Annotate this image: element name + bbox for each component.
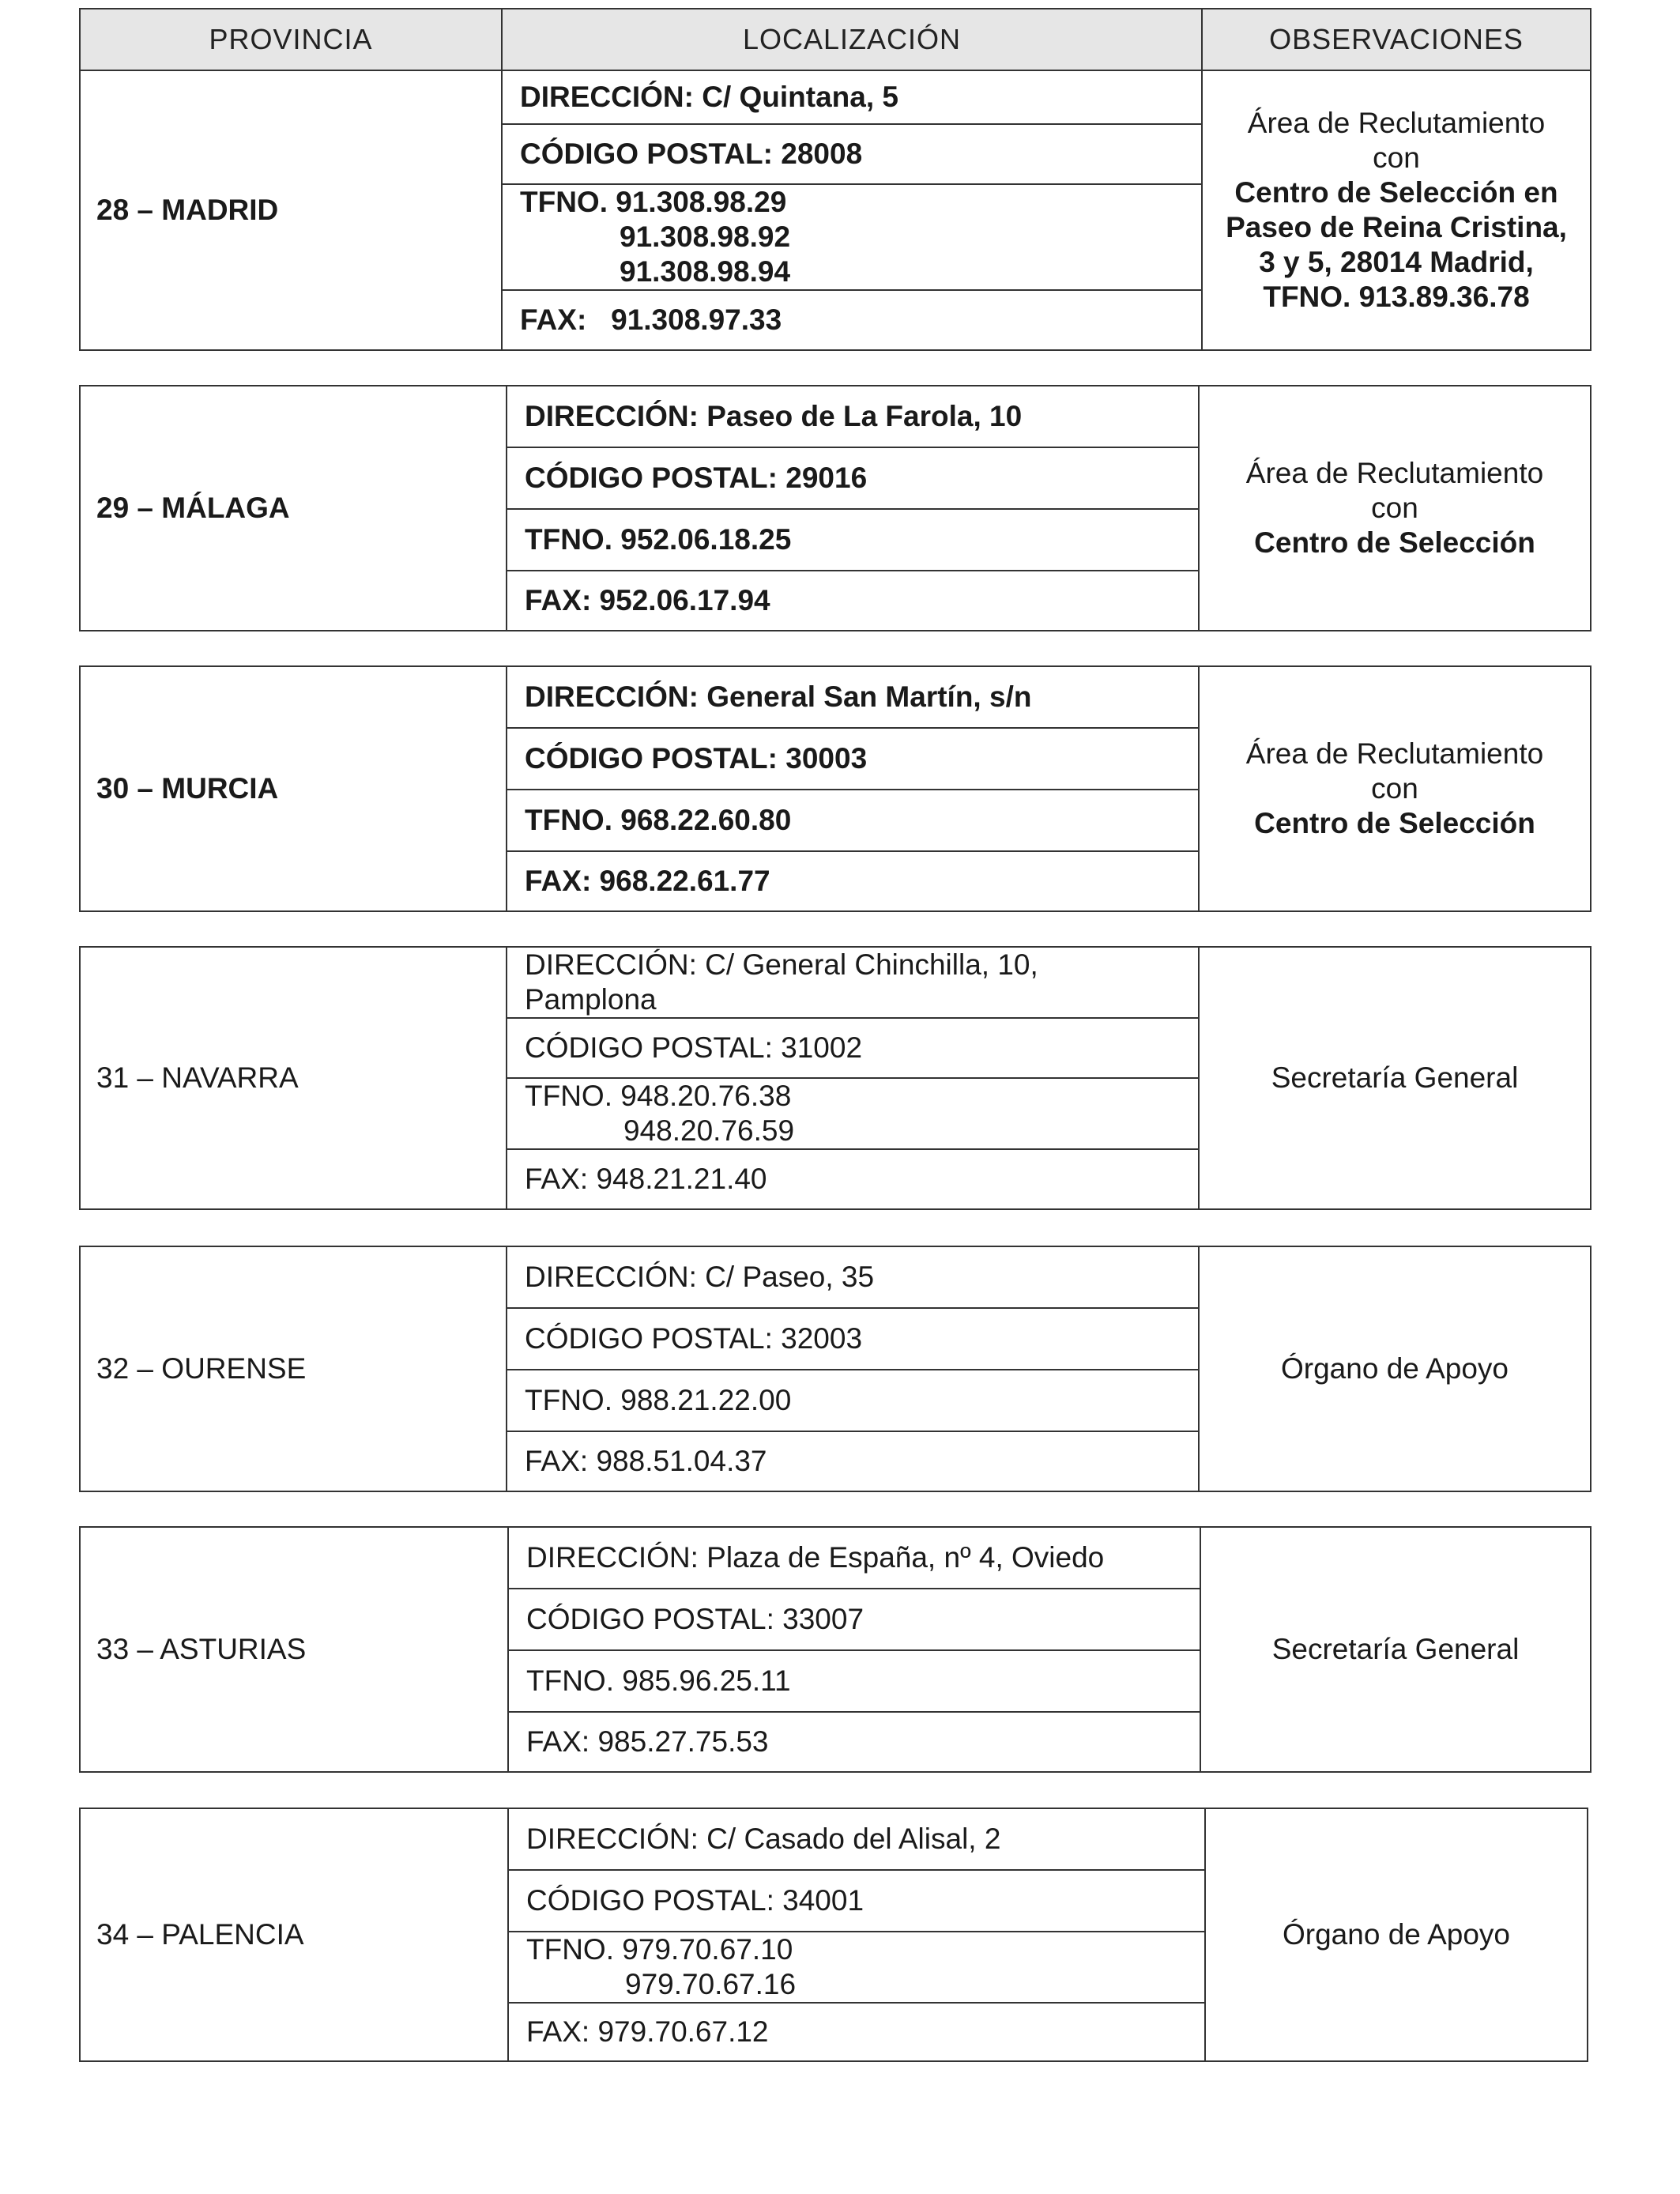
direccion-text: DIRECCIÓN: Plaza de España, nº 4, Oviedo xyxy=(526,1541,1105,1574)
provincia-cell: 33 – ASTURIAS xyxy=(81,1528,509,1771)
observaciones-cell xyxy=(1200,667,1590,910)
tfno-row xyxy=(507,510,1198,571)
fax-text: FAX: 948.21.21.40 xyxy=(525,1163,767,1195)
direccion-text: DIRECCIÓN: General San Martín, s/n xyxy=(525,680,1032,713)
header-provincia: PROVINCIA xyxy=(81,9,503,70)
observaciones-text: Área de Reclutamiento xyxy=(1245,457,1544,489)
codigo-postal-text: CÓDIGO POSTAL: 34001 xyxy=(526,1884,864,1917)
direccion-row xyxy=(509,1809,1204,1871)
tfno-text: TFNO. 91.308.98.29 xyxy=(520,186,787,218)
provincia-cell: 31 – NAVARRA xyxy=(81,948,507,1208)
localizacion-cell xyxy=(507,386,1200,630)
direccion-row xyxy=(503,71,1201,125)
entry-murcia xyxy=(79,665,1591,912)
tfno-row xyxy=(507,1370,1198,1432)
observaciones-text: Secretaría General xyxy=(1271,1061,1519,1094)
observaciones-bold-text: 3 y 5, 28014 Madrid, xyxy=(1259,246,1534,278)
observaciones-text: con xyxy=(1373,141,1420,174)
direccion-text: Pamplona xyxy=(525,983,657,1016)
observaciones-text: con xyxy=(1371,772,1418,805)
fax-row xyxy=(507,1432,1198,1491)
tfno-text: TFNO. 988.21.22.00 xyxy=(525,1384,792,1416)
codigo-postal-row xyxy=(507,1019,1198,1079)
tfno-text: TFNO. 948.20.76.38 xyxy=(525,1080,792,1112)
observaciones-cell xyxy=(1200,386,1590,630)
observaciones-bold-text: TFNO. 913.89.36.78 xyxy=(1263,281,1530,313)
header-localizacion: LOCALIZACIÓN xyxy=(503,9,1203,70)
codigo-postal-text: CÓDIGO POSTAL: 28008 xyxy=(520,138,863,170)
direccion-text: DIRECCIÓN: Paseo de La Farola, 10 xyxy=(525,400,1023,432)
codigo-postal-row xyxy=(509,1871,1204,1932)
tfno-text: TFNO. 985.96.25.11 xyxy=(526,1664,791,1697)
localizacion-cell xyxy=(507,948,1200,1208)
observaciones-text: Área de Reclutamiento xyxy=(1247,107,1546,139)
codigo-postal-row xyxy=(509,1589,1200,1651)
entry-madrid xyxy=(79,70,1591,351)
codigo-postal-text: CÓDIGO POSTAL: 32003 xyxy=(525,1322,863,1355)
tfno-text: TFNO. 968.22.60.80 xyxy=(525,804,792,836)
fax-row xyxy=(507,571,1198,630)
direccion-row xyxy=(507,386,1198,448)
provincia-cell: 30 – MURCIA xyxy=(81,667,507,910)
header-observaciones: OBSERVACIONES xyxy=(1269,23,1524,55)
direccion-row xyxy=(507,948,1198,1019)
provincia-cell: 29 – MÁLAGA xyxy=(81,386,507,630)
observaciones-text: con xyxy=(1371,492,1418,524)
codigo-postal-row xyxy=(503,125,1201,185)
observaciones-text: Órgano de Apoyo xyxy=(1281,1352,1509,1385)
localizacion-cell xyxy=(509,1528,1201,1771)
observaciones-bold-text: Centro de Selección xyxy=(1254,526,1535,559)
localizacion-cell xyxy=(509,1809,1206,2060)
entry-asturias xyxy=(79,1526,1591,1773)
tfno-row xyxy=(507,790,1198,852)
codigo-postal-text: CÓDIGO POSTAL: 33007 xyxy=(526,1603,864,1635)
tfno-row xyxy=(509,1651,1200,1713)
observaciones-cell xyxy=(1203,71,1590,349)
fax-row xyxy=(507,852,1198,910)
tfno-text: 91.308.98.94 xyxy=(620,255,791,288)
observaciones-cell xyxy=(1200,948,1590,1208)
localizacion-cell xyxy=(507,1247,1200,1491)
codigo-postal-row xyxy=(507,448,1198,510)
provincia-cell: 34 – PALENCIA xyxy=(81,1809,509,2060)
fax-text: FAX: 988.51.04.37 xyxy=(525,1445,767,1477)
direccion-row xyxy=(509,1528,1200,1589)
observaciones-text: Secretaría General xyxy=(1271,1633,1520,1665)
provincia-cell: 28 – MADRID xyxy=(81,71,503,349)
codigo-postal-text: CÓDIGO POSTAL: 29016 xyxy=(525,462,868,494)
observaciones-cell xyxy=(1200,1247,1590,1491)
direccion-text: DIRECCIÓN: C/ General Chinchilla, 10, xyxy=(525,948,1038,981)
observaciones-cell xyxy=(1206,1809,1587,2060)
fax-text: FAX: 979.70.67.12 xyxy=(526,2015,769,2048)
direccion-text: DIRECCIÓN: C/ Casado del Alisal, 2 xyxy=(526,1823,1001,1855)
fax-row xyxy=(503,291,1201,349)
localizacion-cell xyxy=(507,667,1200,910)
observaciones-bold-text: Centro de Selección en xyxy=(1234,176,1558,209)
codigo-postal-row xyxy=(507,1309,1198,1370)
tfno-text: 948.20.76.59 xyxy=(623,1114,795,1147)
provincia-cell: 32 – OURENSE xyxy=(81,1247,507,1491)
observaciones-text: Área de Reclutamiento xyxy=(1245,737,1544,770)
direccion-text: DIRECCIÓN: C/ Paseo, 35 xyxy=(525,1261,875,1293)
codigo-postal-text: CÓDIGO POSTAL: 31002 xyxy=(525,1031,863,1064)
direccion-row xyxy=(507,1247,1198,1309)
entry-malaga xyxy=(79,385,1591,631)
codigo-postal-row xyxy=(507,729,1198,790)
entry-ourense xyxy=(79,1246,1591,1492)
tfno-text: 979.70.67.16 xyxy=(625,1968,797,2000)
observaciones-bold-text: Centro de Selección xyxy=(1254,807,1535,839)
fax-text: FAX: 968.22.61.77 xyxy=(525,865,770,897)
fax-text: FAX: 952.06.17.94 xyxy=(525,584,770,616)
tfno-row xyxy=(509,1932,1204,2004)
direccion-row xyxy=(507,667,1198,729)
fax-row xyxy=(507,1150,1198,1208)
fax-text: FAX: 91.308.97.33 xyxy=(520,303,782,336)
tfno-text: TFNO. 979.70.67.10 xyxy=(526,1933,793,1966)
table-header xyxy=(79,8,1591,71)
tfno-text: TFNO. 952.06.18.25 xyxy=(525,523,792,556)
observaciones-bold-text: Paseo de Reina Cristina, xyxy=(1226,211,1567,243)
localizacion-cell xyxy=(503,71,1203,349)
tfno-row xyxy=(503,185,1201,291)
observaciones-cell xyxy=(1201,1528,1590,1771)
tfno-row xyxy=(507,1079,1198,1150)
entry-navarra xyxy=(79,946,1591,1210)
direccion-text: DIRECCIÓN: C/ Quintana, 5 xyxy=(520,81,898,113)
tfno-text: 91.308.98.92 xyxy=(620,221,791,253)
fax-row xyxy=(509,2004,1204,2060)
observaciones-text: Órgano de Apoyo xyxy=(1283,1918,1510,1951)
fax-row xyxy=(509,1713,1200,1771)
fax-text: FAX: 985.27.75.53 xyxy=(526,1725,769,1758)
entry-palencia xyxy=(79,1808,1588,2062)
codigo-postal-text: CÓDIGO POSTAL: 30003 xyxy=(525,742,868,775)
